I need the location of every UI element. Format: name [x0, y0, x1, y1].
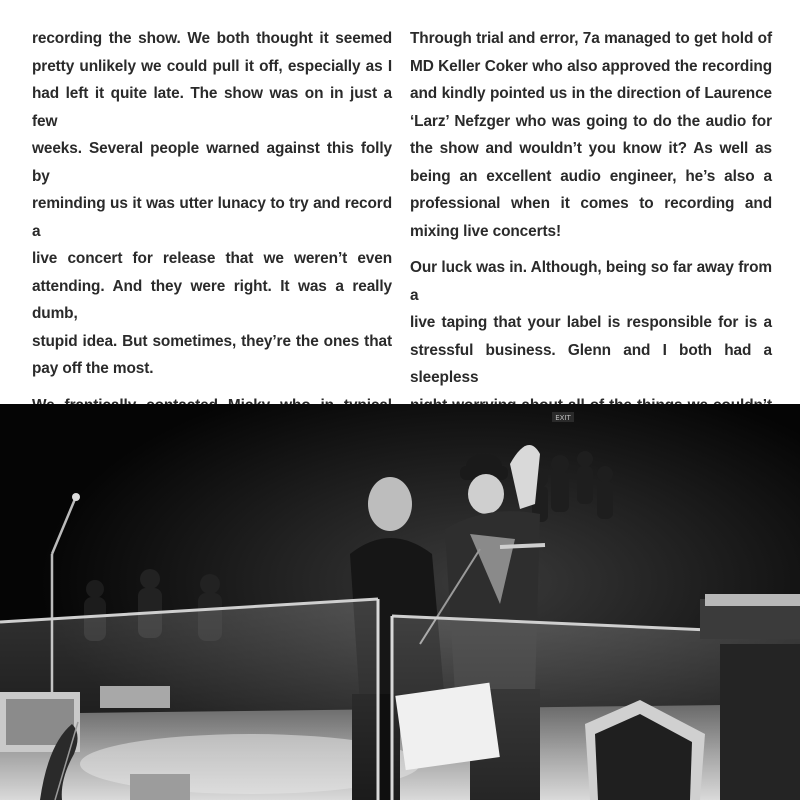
text-line: pay off the most. — [32, 360, 154, 377]
text-line: stupid idea. But sometimes, they’re the ones that — [32, 332, 392, 350]
text-line: being an excellent audio engineer, he’s also a — [410, 167, 772, 185]
text-line: live concert for release that we weren’t even — [32, 250, 392, 267]
exit-sign-label: EXIT — [555, 414, 571, 422]
text-line: professional when it comes to recording and — [410, 195, 772, 212]
exit-sign — [552, 412, 574, 422]
text-line: ‘Larz’ Nefzger who was going to do the audio for — [410, 112, 772, 130]
text-line: attending. And they were right. It was a really dumb, — [32, 277, 392, 322]
concert-stage-photo — [0, 404, 800, 800]
text-line: Our luck was in. Although, being so far away from a — [410, 259, 772, 304]
text-line: reminding us it was utter lunacy to try and record a — [32, 195, 392, 240]
text-line: mixing live concerts! — [410, 222, 562, 240]
text-line: had left it quite late. The show was on in just a few — [32, 85, 392, 130]
text-line: weeks. Several people warned against this folly by — [32, 140, 392, 185]
paragraph — [410, 25, 772, 245]
text-line: MD Keller Coker who also approved the recording — [410, 57, 772, 75]
text-line: live taping that your label is responsible for is a — [410, 314, 772, 331]
text-line: recording the show. We both thought it seemed — [32, 30, 392, 47]
paragraph — [32, 25, 392, 383]
text-line: pretty unlikely we could pull it off, especially as I — [32, 57, 392, 75]
text-line: and kindly pointed us in the direction of Laurence — [410, 85, 772, 102]
text-line: stressful business. Glenn and I both had a sleepless — [410, 341, 772, 386]
text-line: Through trial and error, 7a managed to get hold of — [410, 30, 772, 47]
text-line: the show and wouldn’t you know it? As well as — [410, 140, 772, 157]
